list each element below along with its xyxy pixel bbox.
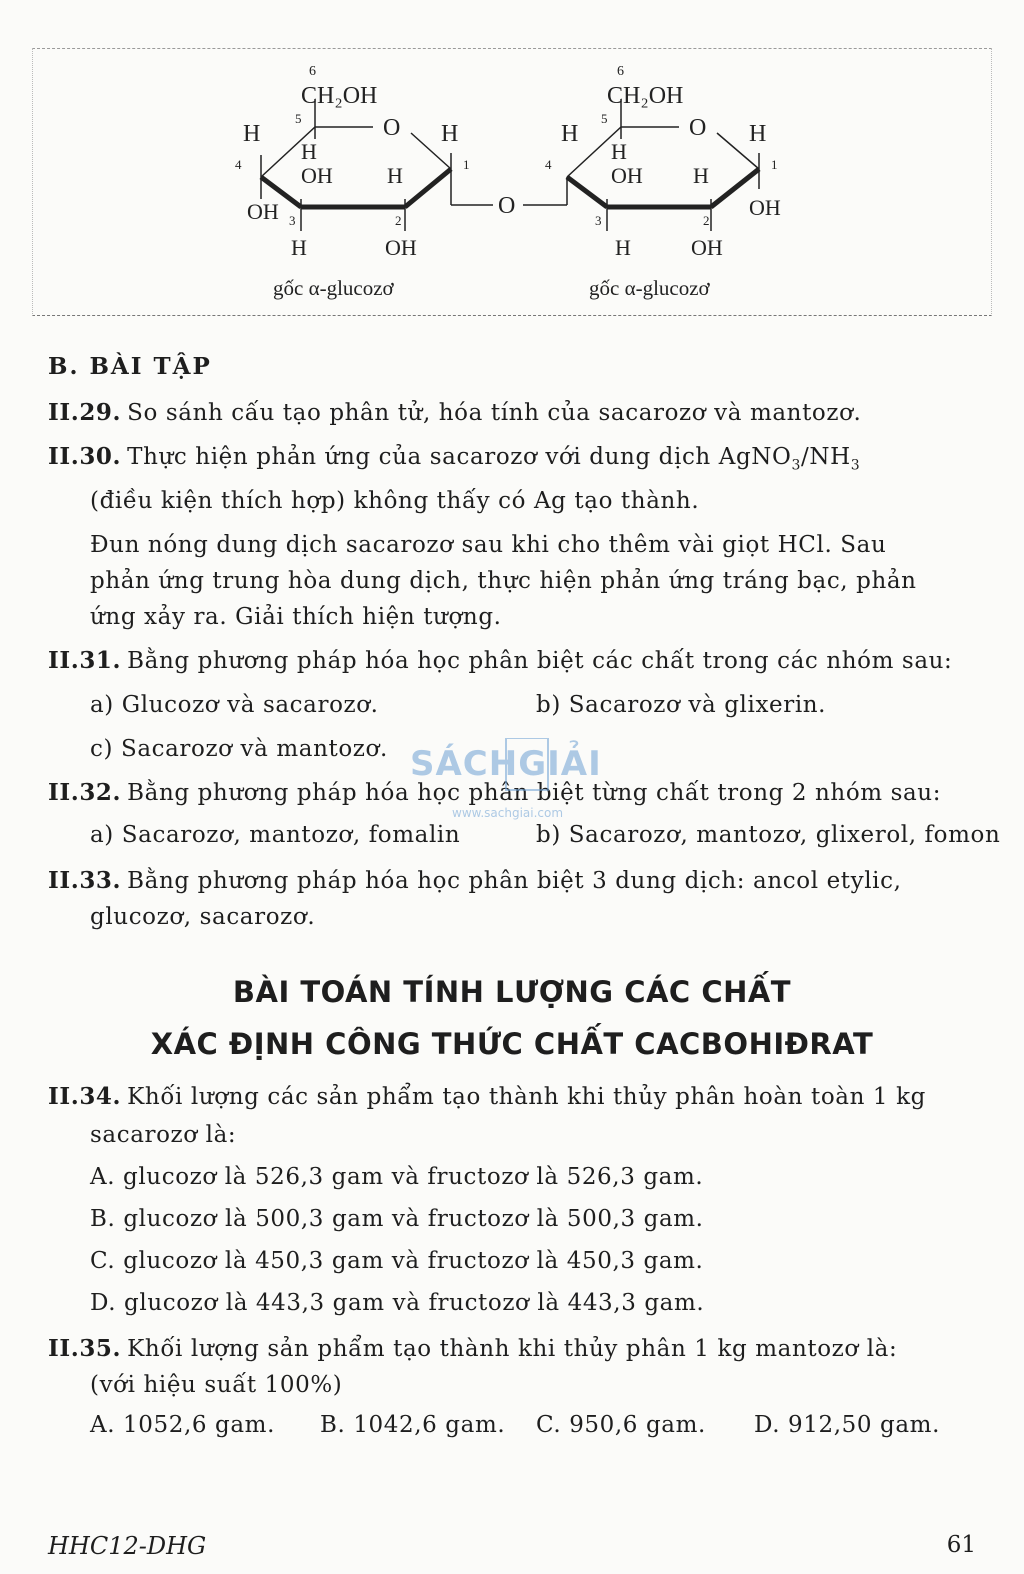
question-30 [48,442,984,481]
left-h-c1: H [441,121,459,147]
right-oh-c2: OH [691,235,723,260]
right-h-c3: H [615,235,631,260]
question-31 [48,646,984,676]
question-30-sub1: 3 [791,457,801,474]
question-31-option-a: a) Glucozơ và sacarozơ. [90,692,379,718]
question-33 [48,866,984,896]
question-31-option-c: c) Sacarozơ và mantozơ. [90,736,388,762]
page-number: 61 [946,1532,976,1558]
question-32-number: II.32. [48,779,122,806]
right-c6-number: 6 [617,64,624,79]
question-30-slash: /NH [801,444,851,470]
left-c6-number: 6 [309,64,316,79]
right-h-c5: H [561,121,579,147]
question-29 [48,398,984,428]
question-29-number: II.29. [48,399,122,426]
question-30-line5: ứng xảy ra. Giải thích hiện tượng. [90,604,502,630]
structure-svg [33,49,991,315]
right-ring-caption: gốc α-glucozơ [589,276,710,300]
disaccharide-structure-diagram [32,48,992,316]
question-34-line2: sacarozơ là: [90,1122,237,1148]
question-31-text: Bằng phương pháp hóa học phân biệt các chất trong các nhóm sau: [127,648,953,674]
question-34-number: II.34. [48,1083,122,1110]
question-32-option-b: b) Sacarozơ, mantozơ, glixerol, fomon [536,822,1001,848]
question-35-option-b: B. 1042,6 gam. [320,1412,506,1438]
right-ch2oh: CH₂OH [607,83,684,109]
question-35 [48,1334,984,1364]
left-h-c4: H [301,139,317,164]
question-34-option-c: C. glucozơ là 450,3 gam và fructozơ là 450,3 gam. [90,1248,704,1274]
question-33-number: II.33. [48,867,122,894]
question-35-option-a: A. 1052,6 gam. [90,1412,275,1438]
left-ring-lower-right-bond [405,169,451,207]
footer-book-code: HHC12-DHG [48,1532,207,1560]
question-30-sub2: 3 [850,457,861,474]
right-c1-number: 1 [771,157,778,172]
left-ring-caption: gốc α-glucozơ [273,276,394,300]
question-34-option-a: A. glucozơ là 526,3 gam và fructozơ là 526,3 gam. [90,1164,704,1190]
left-c4-number: 4 [235,157,242,172]
question-34-option-b: B. glucozơ là 500,3 gam và fructozơ là 500,3 gam. [90,1206,704,1232]
right-h-c2: H [693,163,709,188]
question-33-line1: Bằng phương pháp hóa học phân biệt 3 dung dịch: ancol etylic, [127,868,902,894]
left-c5-number: 5 [295,111,302,126]
question-35-option-c: C. 950,6 gam. [536,1412,706,1438]
question-31-option-b: b) Sacarozơ và glixerin. [536,692,827,718]
question-32-option-a: a) Sacarozơ, mantozơ, fomalin [90,822,461,848]
right-c5-number: 5 [601,111,608,126]
left-c1-number: 1 [463,157,470,172]
question-30-number: II.30. [48,443,122,470]
left-oh-c2: OH [385,235,417,260]
question-35-number: II.35. [48,1335,122,1362]
left-h-c3: H [291,235,307,260]
question-30-line2: (điều kiện thích hợp) không thấy có Ag tạo thành. [90,488,700,514]
left-oh-c3: OH [247,199,279,224]
question-34-line1: Khối lượng các sản phẩm tạo thành khi thủy phân hoàn toàn 1 kg [127,1084,926,1110]
question-34-option-d: D. glucozơ là 443,3 gam và fructozơ là 443,3 gam. [90,1290,705,1316]
right-c2-number: 2 [703,213,710,228]
left-ch2oh: CH₂OH [301,83,378,109]
bridge-oxygen: O [498,193,516,219]
right-h-c1: H [749,121,767,147]
question-29-text: So sánh cấu tạo phân tử, hóa tính của sacarozơ và mantozơ. [127,400,862,426]
question-31-number: II.31. [48,647,122,674]
watermark-brand: SÁCHGIẢI [410,744,602,784]
question-35-line1: Khối lượng sản phẩm tạo thành khi thủy phân 1 kg mantozơ là: [127,1336,898,1362]
left-h-c5: H [243,121,261,147]
right-c3-number: 3 [595,213,602,228]
watermark-url: www.sachgiai.com [452,806,564,820]
section-b-title: B. BÀI TẬP [48,353,212,380]
left-h-c2: H [387,163,403,188]
right-oh-c1: OH [749,195,781,220]
right-oh-c4: OH [611,163,643,188]
chapter-heading-line1: BÀI TOÁN TÍNH LƯỢNG CÁC CHẤT [232,975,792,1009]
right-ring-oxygen: O [689,115,707,141]
left-oh-c4: OH [301,163,333,188]
question-35-option-d: D. 912,50 gam. [754,1412,940,1438]
question-30-line4: phản ứng trung hòa dung dịch, thực hiện phản ứng tráng bạc, phản [90,568,917,594]
question-34 [48,1082,984,1112]
right-c4-number: 4 [545,157,552,172]
question-32-text: Bằng phương pháp hóa học phân biệt từng chất trong 2 nhóm sau: [127,780,942,806]
right-ring-lower-left-bond [567,177,607,207]
question-33-line2: glucozơ, sacarozơ. [90,904,316,930]
chapter-heading-line2: XÁC ĐỊNH CÔNG THỨC CHẤT CACBOHIĐRAT [150,1027,874,1061]
question-35-line2: (với hiệu suất 100%) [90,1372,343,1398]
left-c3-number: 3 [289,213,296,228]
question-30-line3: Đun nóng dung dịch sacarozơ sau khi cho thêm vài giọt HCl. Sau [90,532,887,558]
left-ring-oxygen: O [383,115,401,141]
question-32 [48,778,984,808]
left-c2-number: 2 [395,213,402,228]
right-h-c4: H [611,139,627,164]
question-30-line1: Thực hiện phản ứng của sacarozơ với dung dịch AgNO [127,444,792,470]
